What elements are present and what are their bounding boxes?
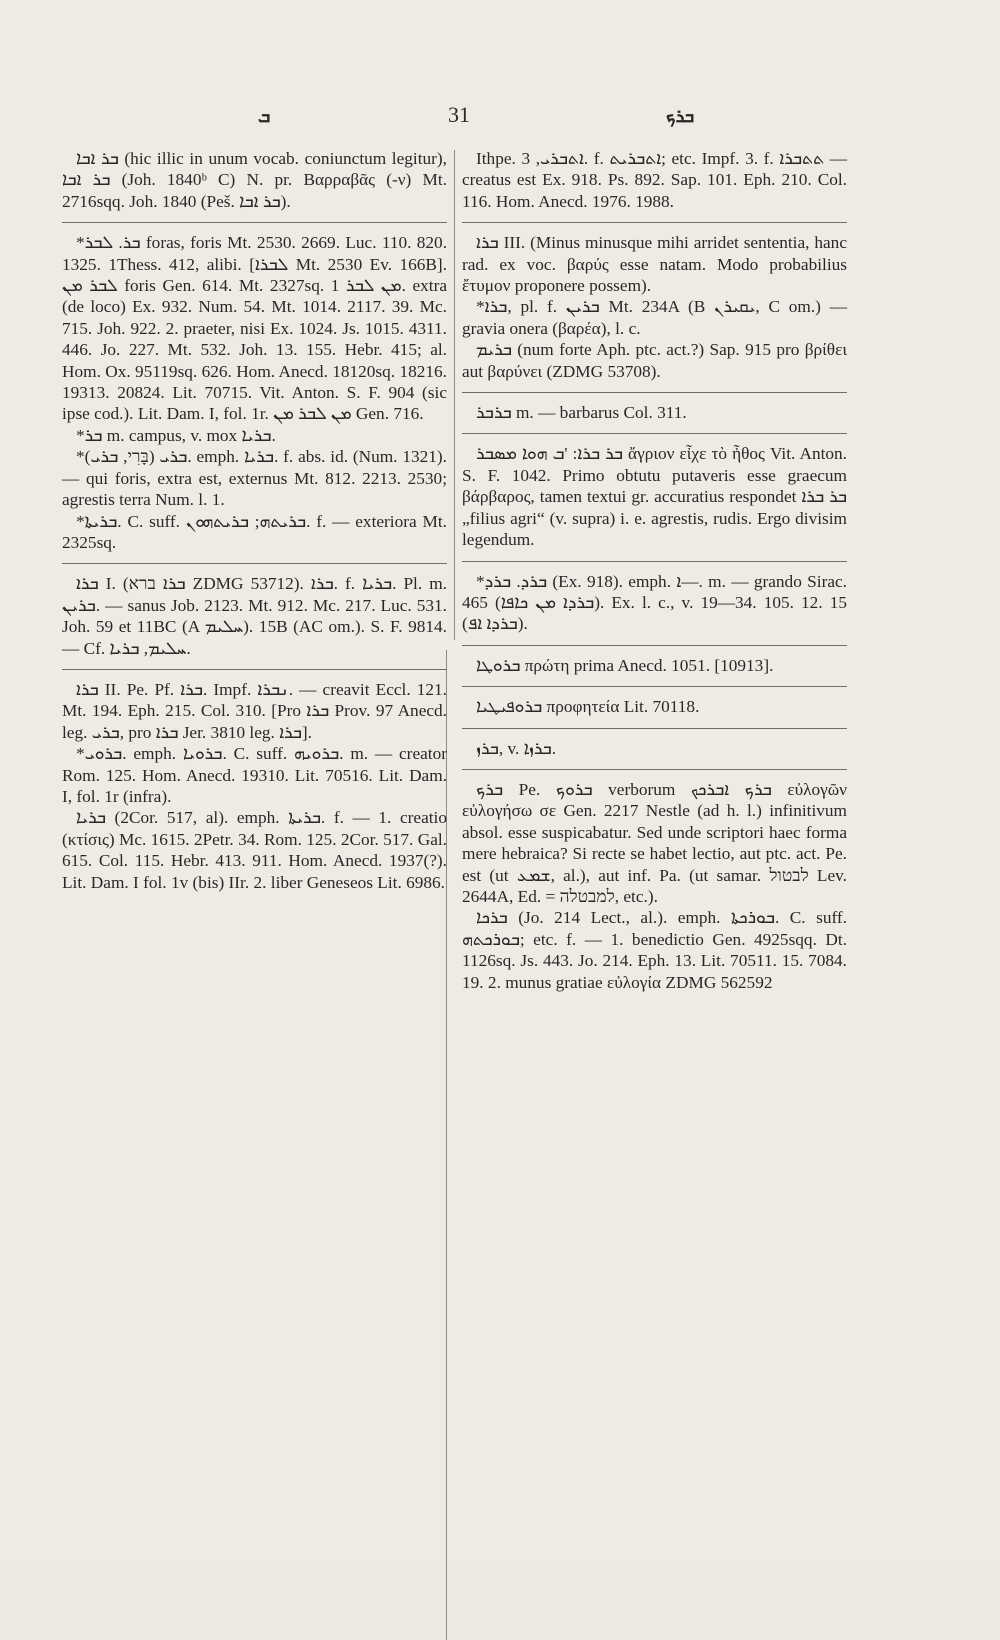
entry-text: ܒܪܙ, v. ܒܪܙܐ. [476, 738, 557, 758]
entry-barbar [462, 402, 847, 423]
entry-separator [462, 222, 847, 223]
entry-text: *ܒܪ. ܠܒܪ foras, foris Mt. 2530. 2669. Luc. 110. 820. 1325. 1Thess. 412, alibi. [ܠܒܪܐ Mt. 2530 Ev. 166B]. ܠܒܪ ܡܢ foris Gen. 614. Mt. 2327sq. ܡܢ ܠܒܪ 1. extra (de loco) Ex. 932. Num. 54. Mt. 1014. 2117. 39. Mc. 715. Joh. 922. 2. praeter, nisi Ex. 1024. Js. 1015. 4311. 446. Jo. 227. Mt. 532. Joh. 13. 155. Hebr. 415; al. Hom. Ox. 95119sq. 626. Hom. Anecd. 18120sq. 18216. 19313. 20824. Lit. 70715. Vit. Anton. S. F. 904 (sic ipse cod.). Lit. Dam. I, fol. 1r. ܡܢ ܠܒܪ ܡܢ Gen. 716. [62, 233, 448, 424]
left-column [62, 148, 447, 895]
entry-separator [462, 645, 847, 646]
entry-separator [62, 563, 447, 564]
entry-barad [462, 571, 847, 635]
entry-separator [462, 392, 847, 393]
subentry-text: ܒܪܟܐ (Jo. 214 Lect., al.). emph. ܒܘܪܟܬܐ. C. suff. ܒܘܪܟܬܗ; etc. f. — 1. benedictio Gen. 4925sqq. Dt. 1126sq. Js. 443. Jo. 214. Eph. 13. Lit. 70511. 15. 7084. 19. 2. munus gratiae εὐλογία ZDMG 562592 [462, 908, 847, 992]
entry-bra-iii [462, 232, 847, 382]
entry-bar-foras [62, 232, 447, 553]
entry-text: ܒܪܘܦܝܛܝܐ προφητεία Lit. 70118. [476, 697, 700, 717]
entry-text: ܒܪ ܐܒܐ (hic illic in unum vocab. coniunctum legitur), ܒܪ ܐܒܐ (Joh. 1840ᵇ C) N. pr. Βαρραβᾶς (-ν) Mt. 2716sqq. Joh. 1840 (Peš. ܒܪ ܐܒܐ). [62, 149, 447, 211]
entry-bar-barabbas [62, 148, 447, 212]
entry-separator [462, 769, 847, 770]
entry-barek [462, 779, 847, 993]
page-number: 31 [448, 102, 470, 127]
column-divider-top [454, 150, 455, 640]
entry-barz [462, 738, 847, 759]
entry-text: *ܒܪܕ. ܒܪܕ (Ex. 918). emph. ܐ—. m. — grando Sirac. 465 (ܒܪܕܐ ܡܢ ܟܐܦܐ). Ex. l. c., v. 19—34. 105. 12. 15 (ܒܪܕܐ ܐܦ). [462, 571, 848, 634]
entry-bra-creavit [62, 679, 447, 893]
entry-propheteia [462, 696, 847, 717]
subentry-text: *ܒܪܐ, pl. f. ܒܪܝܢ Mt. 234A (B ܝܩܝܪܢ, C om.) — gravia onera (βαρέα), l. c. [462, 297, 848, 338]
entry-text: ܒܪ ܒܪܐ: 'ܒ ܗܘܐ ܡܣܒܪ ἄγριον εἶχε τὸ ἦθος Vit. Anton. S. F. 1042. Primo obtutu putaveris esse graecum βάρβαρος, tamen textui gr. accuratius respondet ܒܪ ܒܪܐ „filius agri“ (v. supra) i. e. agrestis, rudis. Ergo divisim legendum. [462, 444, 847, 550]
entry-bra-sanus [62, 573, 447, 659]
entry-separator [462, 728, 847, 729]
header-right-letter: ܒܪܟ [666, 106, 695, 127]
entry-text: ܒܪܐ III. (Minus minusque mihi arridet sententia, hanc rad. ex voc. βαρύς esse natam. Modo probabilius ἔτυμον proponere possem). [462, 233, 847, 296]
subentry-text: *ܒܪܝܬܐ. C. suff. ܒܪܝܬܗ; ܒܪܝܬܗܘܢ. f. — exteriora Mt. 2325sq. [62, 511, 447, 552]
subentry-text: ܒܪܝܐ (2Cor. 517, al). emph. ܒܪܝܬܐ. f. — 1. creatio (κτίσις) Mc. 1615. 2Petr. 34. Rom. 125. 2Cor. 517. Gal. 615. Col. 115. Hebr. 413. 911. Hom. Anecd. 1937(?). Lit. Dam. I fol. 1v (bis) IIr. 2. liber Geneseos Lit. 6986. [62, 808, 448, 892]
subentry-text: *ܒܪܝ (בָּרִי, ܒܪܝ). emph. ܒܪܝܐ. f. abs. id. (Num. 1321). — qui foris, extra est, externus Mt. 812. 2213. 2530; agrestis terra Num. l. 1. [62, 447, 447, 510]
entry-separator [62, 669, 447, 670]
entry-separator [462, 686, 847, 687]
subentry-text: ܒܪܝܡ (num forte Aph. ptc. act.?) Sap. 915 pro βρίθει aut βαρύνει (ZDMG 53708). [462, 340, 847, 381]
header-left-letter: ܒ [258, 106, 271, 127]
entry-text: ܒܪܒܪ m. — barbarus Col. 311. [476, 403, 687, 423]
entry-text: Ithpe. ܐܬܒܪܝ, 3. f. ܐܬܒܪܝܬ; etc. Impf. 3. f. ܬܬܒܪܐ — creatus est Ex. 918. Ps. 892. Sap. 101. Eph. 210. Col. 116. Hom. Anecd. 1976. 1988. [462, 149, 848, 211]
entry-separator [462, 561, 847, 562]
entry-ithpe [462, 148, 847, 212]
entry-separator [462, 433, 847, 434]
entry-barot [462, 655, 847, 676]
subentry-text: *ܒܪ m. campus, v. mox ܒܪܝܐ. [76, 425, 276, 445]
entry-text: ܒܪܐ I. (ܒܪܐ ברא ZDMG 53712). ܒܪܐ. f. ܒܪܝܐ. Pl. m. ܒܪܝܢ. — sanus Job. 2123. Mt. 912. Mc. 217. Luc. 531. Joh. 59 et 11BC (A ܚܠܝܡ). 15B (AC om.). S. F. 9814. — Cf. ܚܠܝܡ, ܒܪܝܐ. [62, 574, 447, 658]
subentry-text: *ܒܪܘܝ. emph. ܒܪܘܝܐ. C. suff. ܒܪܘܝܗ. m. — creator Rom. 125. Hom. Anecd. 19310. Lit. 70516. Lit. Dam. I, fol. 1r (infra). [62, 744, 447, 806]
entry-text: ܒܪܟ Pe. ܒܪܘܟ verborum ܒܪܟ ܐܒܪܟܟ εὐλογῶν εὐλογήσω σε Gen. 2217 Nestle (ad h. l.) infinitivum absol. esse suspicabatur. Sed unde scriptori haec forma mere hebraica? Si recte se habet lectio, aut ptc. act. Pe. est (ut ܫܡܥ, al.), aut inf. Pa. (ut samar. לבטול Lev. 2644A, Ed. = למבטלה, etc.). [462, 779, 847, 906]
entry-separator [62, 222, 447, 223]
entry-text: ܒܪܐ II. Pe. Pf. ܒܪܐ. Impf. ܢܒܪܐ. — creavit Eccl. 121. Mt. 194. Eph. 215. Col. 310. [Pro ܒܪܐ Prov. 97 Anecd. leg. ܒܪܝ, pro ܒܪܐ Jer. 3810 leg. ܒܪܐ]. [62, 679, 447, 742]
entry-text: ܒܪܘܛܐ πρώτη prima Anecd. 1051. [10913]. [476, 655, 774, 675]
right-column [462, 148, 847, 995]
page-header [60, 102, 850, 136]
entry-barbarus-bar [462, 443, 847, 550]
